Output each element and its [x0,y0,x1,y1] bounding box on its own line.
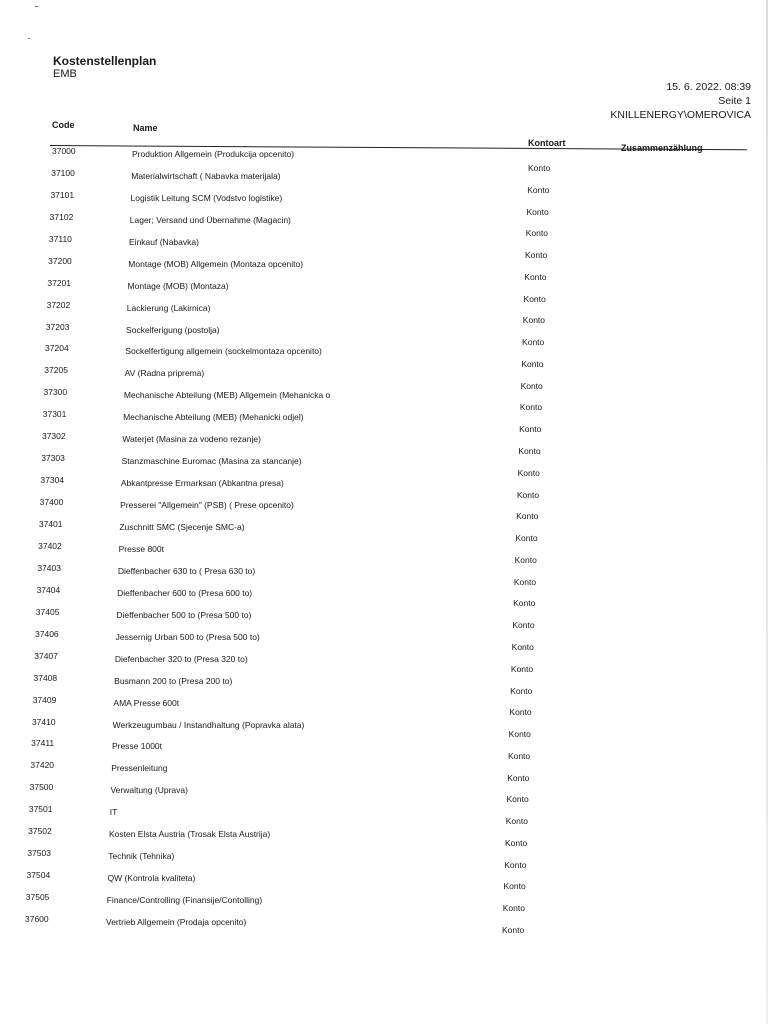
row-kontoart: Konto [517,467,540,478]
row-code: 37505 [25,892,50,903]
column-header-code: Code [52,120,75,130]
row-kontoart: Konto [513,598,536,609]
row-name: Verwaltung (Uprava) [110,785,188,796]
row-code: 37503 [27,848,51,859]
row-code: 37402 [38,540,62,551]
row-kontoart: Konto [525,250,548,261]
row-name: Dieffenbacher 600 to (Presa 600 to) [117,587,253,598]
row-code: 37204 [45,343,69,354]
row-name: Zuschnitt SMC (Sjecenje SMC-a) [119,522,245,533]
row-kontoart: Konto [514,554,537,565]
row-name: Sockelferigung (postolja) [126,324,220,335]
row-name: Technik (Tehnika) [108,851,175,862]
row-code: 37110 [48,233,72,244]
row-name: Presse 1000t [111,741,163,752]
row-name: Dieffenbacher 630 to ( Presa 630 to) [117,565,256,576]
row-code: 37401 [38,519,63,530]
row-kontoart: Konto [516,511,539,522]
row-name: IT [109,807,118,818]
row-code: 37000 [52,146,76,156]
row-code: 37409 [32,694,57,705]
row-code: 37203 [45,321,70,332]
row-kontoart: Konto [510,685,533,696]
row-kontoart: Konto [522,337,545,348]
document-title: Kostenstellenplan [53,54,157,68]
row-code: 37302 [41,431,66,442]
page-number: Seite 1 [718,95,751,107]
row-name: Sockelfertigung allgemein (sockelmontaza opcenito) [125,346,322,357]
row-code: 37304 [40,475,65,486]
row-kontoart: Konto [523,293,546,304]
row-code: 37600 [25,914,49,924]
row-name: Busmann 200 to (Presa 200 to) [114,675,233,686]
column-header-kontoart: Kontoart [528,138,566,148]
row-name: Lager; Versand und Übernahme (Magacin) [129,214,291,225]
row-code: 37100 [51,167,75,178]
row-name: Werkzeugumbau / Instandhaltung (Popravka alata) [112,719,305,730]
row-code: 37102 [49,211,74,222]
row-kontoart: Konto [520,380,543,391]
document-subtitle: EMB [53,68,77,80]
row-name: Mechanische Abteilung (MEB) (Mehanicki odjel) [123,412,304,423]
row-code: 37504 [26,870,51,881]
row-name: Materialwirtschaft ( Nabavka materijala) [131,170,281,181]
row-code: 37205 [44,365,68,376]
row-kontoart: Konto [515,533,538,544]
row-code: 37201 [47,277,71,288]
row-name: Waterjet (Masina za vodeno rezanje) [122,434,261,445]
row-code: 37303 [41,453,65,464]
row-name: Presse 800t [118,543,164,554]
row-kontoart: Konto [504,837,528,848]
scan-speck [28,38,30,39]
row-name: Einkauf (Nabavka) [129,236,199,247]
column-header-name: Name [133,123,158,133]
row-kontoart: Konto [506,794,529,805]
row-name: Pressenleitung [111,763,168,774]
row-name: Produktion Allgemein (Produkcija opcenito) [132,149,295,159]
row-code: 37420 [30,760,55,771]
row-name: Mechanische Abteilung (MEB) Allgemein (Mehanicka o [123,390,331,401]
row-kontoart: Konto [503,881,526,892]
row-code: 37411 [31,738,55,749]
row-name: Montage (MOB) Allgemein (Montaza opcenito) [128,258,304,269]
row-kontoart: Konto [502,925,525,935]
row-kontoart: Konto [518,446,541,457]
row-kontoart: Konto [502,903,525,914]
row-code: 37406 [35,628,59,639]
row-code: 37101 [50,189,75,200]
row-name: Stanzmaschine Euromac (Masina za stancanje) [121,456,302,467]
row-code: 37200 [48,255,72,266]
row-kontoart: Konto [509,707,532,718]
column-header-zusammenzaehlung: Zusammenzählung [621,143,703,153]
row-name: AMA Presse 600t [113,697,180,708]
row-name: Abkantpresse Ermarksan (Abkantna presa) [120,478,284,489]
document-meta [610,80,751,122]
row-code: 37404 [36,584,61,595]
row-kontoart: Konto [510,663,534,674]
row-name: Finance/Controlling (Finansije/Contolling) [106,895,263,906]
row-kontoart: Konto [519,402,543,413]
row-name: Kosten Elsta Austria (Trosak Elsta Austrija) [108,829,271,840]
row-kontoart: Konto [508,729,531,740]
row-kontoart: Konto [505,816,528,827]
row-kontoart: Konto [526,206,549,217]
row-kontoart: Konto [504,859,527,870]
row-code: 37202 [46,299,71,310]
row-name: Dieffenbacher 500 to (Presa 500 to) [116,609,252,620]
row-kontoart: Konto [525,228,548,239]
row-code: 37400 [39,497,64,508]
user-name: KNILLENERGY\OMEROVICA [610,109,751,121]
row-name: AV (Radna priprema) [124,368,205,379]
row-name: Logistik Leitung SCM (Vodstvo logistike) [130,192,283,203]
row-kontoart: Konto [519,424,542,435]
row-code: 37500 [29,782,54,793]
row-code: 37405 [35,606,60,617]
row-kontoart: Konto [507,772,530,783]
row-name: QW (Kontrola kvaliteta) [107,873,196,884]
row-kontoart: Konto [524,271,547,282]
row-kontoart: Konto [513,576,537,587]
row-kontoart: Konto [511,641,534,652]
row-kontoart: Konto [522,315,546,326]
row-kontoart: Konto [527,184,550,195]
row-code: 37408 [33,672,58,683]
row-name: Presserei "Allgemein" (PSB) ( Prese opcenito) [120,500,294,511]
row-name: Diefenbacher 320 to (Presa 320 to) [114,653,248,664]
row-name: Lackierung (Lakirnica) [126,302,211,313]
row-kontoart: Konto [507,750,531,761]
row-code: 37410 [31,716,56,727]
row-code: 37502 [28,826,52,837]
row-kontoart: Konto [528,163,551,173]
row-code: 37501 [28,804,53,815]
row-code: 37403 [37,562,61,573]
row-code: 37407 [34,650,58,661]
row-name: Vertrieb Allgemein (Prodaja opcenito) [106,917,247,927]
row-code: 37301 [42,409,67,420]
row-kontoart: Konto [516,489,540,500]
scan-speck [35,6,38,7]
row-name: Jessernig Urban 500 to (Presa 500 to) [115,631,260,642]
row-name: Montage (MOB) (Montaza) [127,280,229,291]
row-kontoart: Konto [512,620,535,631]
row-code: 37300 [43,387,68,398]
row-kontoart: Konto [521,358,544,369]
print-date: 15. 6. 2022. 08:39 [666,81,751,93]
